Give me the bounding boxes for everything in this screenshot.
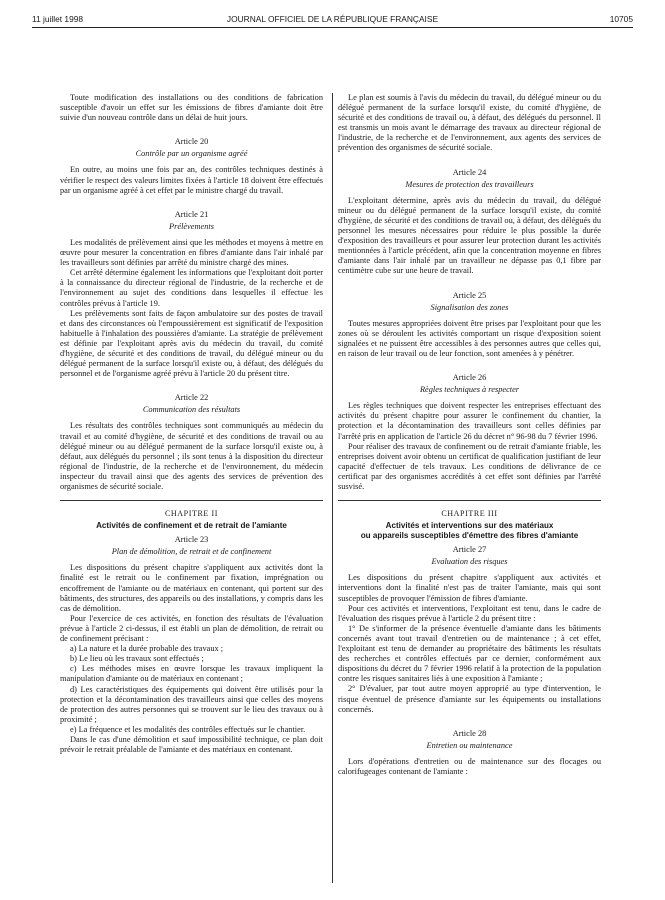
paragraph: Pour réaliser des travaux de confinement ou de retrait d'amiante friable, les entreprises doivent avoir obtenu un certificat de qualification justifiant de leur capacité d'effectuer de tels travaux. Les conditions de délivrance de ce certificat par des organismes accrédités à cet effet sont définies par l'arrêté susvisé. <box>338 441 601 491</box>
paragraph: Les prélèvements sont faits de façon ambulatoire sur des postes de travail et dans des circonstances où l'empoussièrement est significatif de l'exposition habituelle à l'inhalation des poussières d'amiante. La stratégie de prélèvement est définie par l'exploitant après avis du médecin du travail, du comité d'hygiène, de sécurité et des conditions de travail, du délégué mineur ou du délégué permanent de la surface lorsqu'il existe ou, à défaut, des délégués du personnel et de l'organisme agréé prévu à l'article 20 du présent titre. <box>60 308 323 379</box>
article-heading: Article 27 <box>452 545 487 555</box>
header-journal-title: JOURNAL OFFICIEL DE LA RÉPUBLIQUE FRANÇAISE <box>226 14 439 24</box>
list-item: a) La nature et la durée probable des travaux ; <box>70 644 224 654</box>
paragraph: Les règles techniques que doivent respecter les entreprises effectuant des activités du présent chapitre pour assurer le confinement du chantier, la protection et la décontamination des travailleurs sont celles définies par l'arrêté pris en application de l'article 26 du décret n° 96-98 du 7 février 1996. <box>338 401 601 441</box>
chapter-rule <box>60 500 323 501</box>
paragraph: En outre, au moins une fois par an, des contrôles techniques destinés à vérifier le respect des valeurs limites fixées à l'article 18 doivent être effectués par un organisme agréé à cet effet par le ministre chargé du travail. <box>60 165 323 195</box>
article-heading: Article 24 <box>452 167 487 177</box>
chapter-rule <box>338 500 601 501</box>
article-subtitle: Evaluation des risques <box>431 557 508 567</box>
article-subtitle: Communication des résultats <box>142 405 241 415</box>
article-heading: Article 26 <box>452 373 487 383</box>
paragraph: L'exploitant détermine, après avis du médecin du travail, du délégué mineur ou du délégué permanent de la surface lorsqu'il existe, du comité d'hygiène, de sécurité et des conditions de travail ou, à défaut, des délégués du personnel les mesures nécessaires pour réduire le plus possible la durée d'exposition des travailleurs et pour assurer leur protection durant les activités mentionnées à l'article précédent, afin que la concentration moyenne en fibres d'amiante dans l'air inhalé par un travailleur ne dépasse pas 0,1 fibre par centimètre cube sur une heure de travail. <box>338 195 601 276</box>
header-page-number: 10705 <box>609 14 633 24</box>
article-subtitle: Entretien ou maintenance <box>426 740 513 750</box>
paragraph: Dans le cas d'une démolition et sauf impossibilité technique, ce plan doit prévoir le retrait préalable de l'amiante et des matériaux en contenant. <box>60 734 323 755</box>
paragraph: Le plan est soumis à l'avis du médecin du travail, du délégué mineur ou du délégué permanent de la surface lorsqu'il existe, du comité d'hygiène, de sécurité et des conditions de travail ou, à défaut, des délégués du personnel. Il est transmis un mois avant le démarrage des travaux au directeur régional de l'industrie, de la recherche et de l'environnement, aux agents des services de prévention des organismes de sécurité sociale. <box>338 93 601 153</box>
chapter-label: CHAPITRE II <box>164 509 219 519</box>
article-heading: Article 28 <box>452 728 487 738</box>
column-divider <box>332 93 333 883</box>
list-item: 2° D'évaluer, par tout autre moyen approprié au type d'intervention, le risque éventuel de présence d'amiante sur les équipements ou installations concernés. <box>338 684 601 714</box>
paragraph: Les dispositions du présent chapitre s'appliquent aux activités et interventions dont la finalité n'est pas de traiter l'amiante, mais qui sont susceptibles de provoquer l'émission de fibres d'amiante. <box>338 573 601 603</box>
article-heading: Article 21 <box>174 209 209 219</box>
chapter-label: CHAPITRE III <box>441 509 498 519</box>
article-subtitle: Contrôle par un organisme agréé <box>135 149 248 159</box>
paragraph: Les modalités de prélèvement ainsi que les méthodes et moyens à mettre en œuvre pour mesurer la concentration en fibres d'amiante dans l'air inhalé par les travailleurs sont définies par arrêté du ministre chargé des mines. <box>60 237 323 268</box>
header-rule <box>32 27 633 28</box>
chapter-title <box>338 521 601 541</box>
article-heading: Article 20 <box>174 137 209 147</box>
paragraph: Lors d'opérations d'entretien ou de maintenance sur des flocages ou calorifugeages contenant de l'amiante : <box>338 756 601 776</box>
chapter-title-line: ou appareils susceptibles d'émettre des fibres d'amiante <box>360 531 579 541</box>
paragraph: Cet arrêté détermine également les informations que l'exploitant doit porter à la connaissance du directeur régional de l'industrie, de la recherche et de l'environnement au sujet des conditions dans lesquelles il effectue les contrôles prévus à l'article 19. <box>60 268 323 308</box>
article-subtitle: Plan de démolition, de retrait et de confinement <box>111 547 272 557</box>
list-item: c) Les méthodes mises en œuvre lorsque les travaux impliquent la manipulation d'amiante ou de matériaux en contenant ; <box>60 664 323 684</box>
paragraph: Pour l'exercice de ces activités, en fonction des résultats de l'évaluation prévue à l'article 2 ci-dessus, il est établi un plan de démolition, de retrait ou de confinement précisant : <box>60 613 323 644</box>
article-subtitle: Prélèvements <box>169 221 214 231</box>
article-heading: Article 22 <box>174 393 209 403</box>
article-subtitle: Règles techniques à respecter <box>419 385 520 395</box>
article-heading: Article 23 <box>174 535 209 545</box>
list-item: e) La fréquence et les modalités des contrôles effectués sur le chantier. <box>70 724 306 734</box>
article-subtitle: Signalisation des zones <box>430 302 509 312</box>
paragraph: Toutes mesures appropriées doivent être prises par l'exploitant pour que les zones où se déroulent les activités comportant un risque d'exposition soient signalées et ne puissent être accessibles à des personnes autres que celles qui, en raison de leur travail ou de leur fonction, sont amenées à y pénétrer. <box>338 318 601 358</box>
paragraph: Toute modification des installations ou des conditions de fabrication susceptible d'avoir un effet sur les émissions de fibres d'amiante doit être suivie d'un nouveau contrôle dans un délai de huit jours. <box>60 93 323 123</box>
list-item: 1° De s'informer de la présence éventuelle d'amiante dans les bâtiments concernés avant tout travail d'entretien ou de maintenance ; à cet effet, l'exploitant est tenu de demander au propriétaire des bâtiments les résultats des recherches et contrôles effectués par ce dernier, conformément aux dispositions du décret du 7 février 1996 relatif à la protection de la population contre les risques sanitaires liés à une exposition à l'amiante ; <box>338 623 601 684</box>
left-column <box>60 93 323 755</box>
header-date: 11 juillet 1998 <box>32 14 84 24</box>
list-item: d) Les caractéristiques des équipements qui doivent être utilisés pour la protection et la décontamination des travailleurs ainsi que celles des moyens de protection des autres personnes qui se trouvent sur le lieu des travaux ou à proximité ; <box>60 684 323 724</box>
right-column <box>338 93 601 777</box>
page-header <box>32 14 633 28</box>
article-heading: Article 25 <box>452 290 487 300</box>
article-subtitle: Mesures de protection des travailleurs <box>405 179 534 189</box>
paragraph: Les résultats des contrôles techniques sont communiqués au médecin du travail et au comité d'hygiène, de sécurité et des conditions de travail ou au délégué mineur ou au délégué permanent de la surface lorsqu'il existe ou, à défaut, aux délégués du personnel ; ils sont tenus à la disposition du directeur régional de l'industrie, de la recherche et de l'environnement, du médecin inspecteur du travail ainsi que des agents des services de prévention des organismes de sécurité sociale. <box>60 421 323 491</box>
chapter-title: Activités de confinement et de retrait de l'amiante <box>96 521 287 531</box>
paragraph: Pour ces activités et interventions, l'exploitant est tenu, dans le cadre de l'évaluation des risques prévue à l'article 2 du présent titre : <box>338 603 601 623</box>
paragraph: Les dispositions du présent chapitre s'appliquent aux activités dont la finalité est le retrait ou le confinement par fixation, imprégnation ou encoffrement de l'amiante ou de matériaux en contenant, qui portent sur des bâtiments, des structures, des appareils ou des installations, y compris dans les cas de démolition. <box>60 563 323 613</box>
chapter-title-line: Activités et interventions sur des matériaux <box>385 521 554 531</box>
list-item: b) Le lieu où les travaux sont effectués ; <box>70 654 204 664</box>
